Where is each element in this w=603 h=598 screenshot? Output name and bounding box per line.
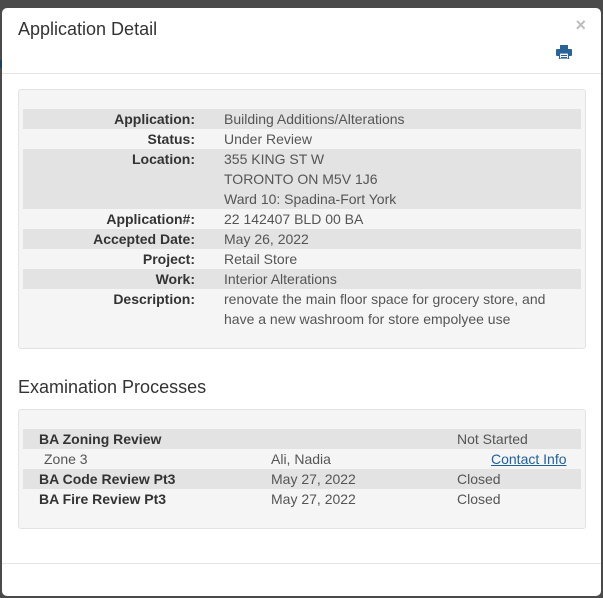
exam-date: May 27, 2022: [271, 471, 356, 487]
detail-value: [224, 209, 564, 229]
print-icon[interactable]: [556, 45, 572, 59]
exam-status: Closed: [457, 471, 501, 487]
exam-name: BA Fire Review Pt3: [39, 491, 167, 507]
detail-row: [23, 129, 581, 149]
application-details-panel: [18, 89, 586, 349]
detail-value: [224, 289, 564, 329]
detail-row: [23, 209, 581, 229]
detail-value-line: Retail Store: [224, 251, 298, 267]
modal-footer: [2, 563, 601, 596]
application-detail-modal: [2, 8, 601, 596]
detail-label: Accepted Date:: [93, 231, 195, 247]
exam-row: [23, 429, 581, 449]
close-button[interactable]: ×: [575, 15, 586, 35]
modal-header: [2, 8, 601, 74]
modal-title: Application Detail: [18, 19, 158, 39]
detail-value-line: have a new washroom for store empolyee use: [224, 311, 511, 327]
exam-name: BA Zoning Review: [39, 431, 162, 447]
exam-name: BA Code Review Pt3: [39, 471, 176, 487]
detail-row: [23, 229, 581, 249]
detail-row: [23, 289, 581, 329]
detail-value-line: Building Additions/Alterations: [224, 111, 405, 127]
exam-date: Ali, Nadia: [271, 451, 331, 467]
detail-value-line: TORONTO ON M5V 1J6: [224, 171, 378, 187]
detail-label: Status:: [147, 131, 195, 147]
detail-row: [23, 249, 581, 269]
detail-label: Application:: [114, 111, 195, 127]
exam-name: Zone 3: [44, 451, 88, 467]
detail-value-line: renovate the main floor space for grocery store, and: [224, 291, 546, 307]
examination-processes-title: Examination Processes: [18, 377, 207, 397]
detail-value-line: Interior Alterations: [224, 271, 337, 287]
detail-value: [224, 229, 564, 249]
detail-value: [224, 149, 564, 209]
detail-value-line: Ward 10: Spadina-Fort York: [224, 191, 397, 207]
detail-value-line: 22 142407 BLD 00 BA: [224, 211, 364, 227]
detail-row: [23, 269, 581, 289]
detail-row: [23, 149, 581, 209]
detail-value: [224, 129, 564, 149]
detail-value: [224, 109, 564, 129]
exam-row: [23, 489, 581, 509]
exam-status: Closed: [457, 491, 501, 507]
detail-value-line: Under Review: [224, 131, 312, 147]
exam-date: May 27, 2022: [271, 491, 356, 507]
detail-value: [224, 249, 564, 269]
detail-value-line: May 26, 2022: [224, 231, 309, 247]
detail-value: [224, 269, 564, 289]
detail-label: Work:: [155, 271, 195, 287]
exam-status: Not Started: [457, 431, 528, 447]
contact-info-link[interactable]: Contact Info: [491, 451, 567, 467]
examination-processes-panel: [18, 409, 586, 529]
detail-label: Location:: [132, 151, 195, 167]
exam-row: [23, 449, 581, 469]
exam-row: [23, 469, 581, 489]
detail-row: [23, 109, 581, 129]
detail-label: Application#:: [106, 211, 195, 227]
detail-label: Description:: [113, 291, 195, 307]
detail-value-line: 355 KING ST W: [224, 151, 325, 167]
detail-label: Project:: [142, 251, 195, 267]
